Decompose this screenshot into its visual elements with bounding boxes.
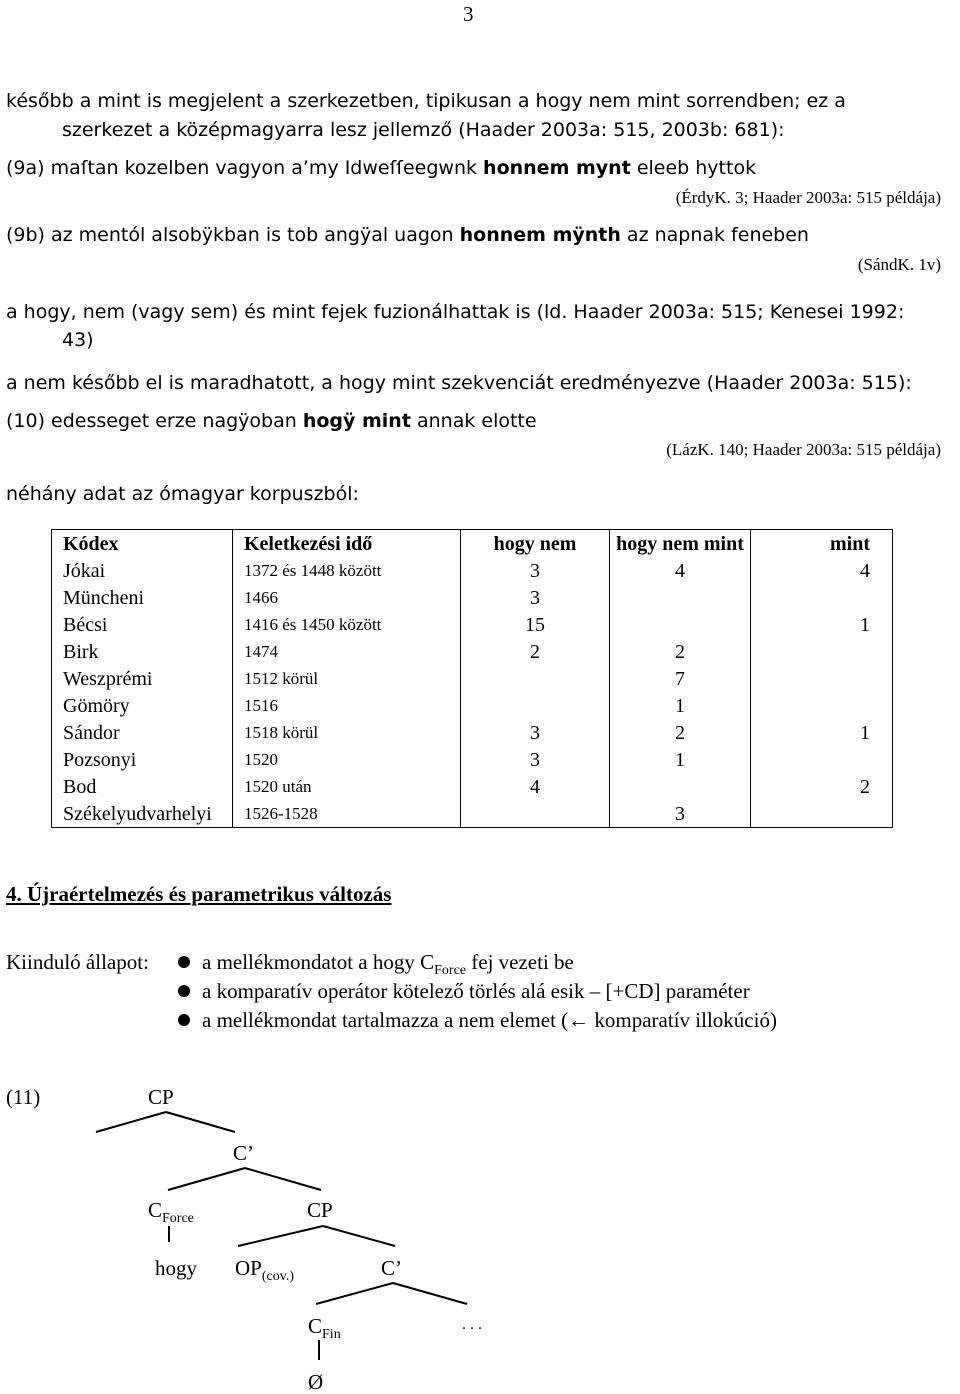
table-cell bbox=[610, 584, 751, 611]
example-label: (11) bbox=[6, 1085, 41, 1109]
bullet-text: a mellékmondatot a hogy C bbox=[202, 950, 435, 974]
bullet-text: fej vezeti be bbox=[466, 950, 574, 974]
table-cell bbox=[751, 692, 893, 719]
table-row bbox=[52, 773, 893, 800]
table-cell: 1526-1528 bbox=[233, 800, 461, 828]
table-cell: 1416 és 1450 között bbox=[233, 611, 461, 638]
table-cell: 1520 után bbox=[233, 773, 461, 800]
subscript: Force bbox=[434, 963, 467, 978]
tree-node-cbar: C’ bbox=[233, 1141, 254, 1165]
example-source: (ÉrdyK. 3; Haader 2003a: 515 példája) bbox=[675, 188, 941, 207]
table-row bbox=[52, 719, 893, 746]
tree-leaf-dots: . . . bbox=[462, 1316, 482, 1333]
table-cell: Bod bbox=[52, 773, 233, 800]
subscript: (cov.) bbox=[261, 1269, 294, 1284]
subscript: Force bbox=[162, 1211, 194, 1226]
table-cell: 3 bbox=[461, 557, 610, 584]
table-row bbox=[52, 557, 893, 584]
table-cell bbox=[751, 800, 893, 828]
tree-node-cp: CP bbox=[307, 1198, 333, 1222]
table-cell: 2 bbox=[461, 638, 610, 665]
subscript: Fin bbox=[322, 1327, 341, 1342]
tree-leaf-hogy: hogy bbox=[155, 1256, 197, 1280]
table-header-cell: hogy nem bbox=[461, 530, 610, 558]
tree-node-cbar: C’ bbox=[381, 1256, 402, 1280]
table-cell: Birk bbox=[52, 638, 233, 665]
table-row bbox=[52, 692, 893, 719]
branch-line bbox=[96, 1112, 166, 1132]
bullet-text: a mellékmondat tartalmazza a nem elemet (← komparatív illokúció) bbox=[202, 1008, 777, 1032]
table-cell: Sándor bbox=[52, 719, 233, 746]
table-cell: 4 bbox=[751, 557, 893, 584]
node-label: C bbox=[148, 1198, 163, 1222]
table-cell: 1372 és 1448 között bbox=[233, 557, 461, 584]
bullet-icon bbox=[178, 1014, 190, 1026]
table-cell: Müncheni bbox=[52, 584, 233, 611]
paragraph-line: szerkezet a középmagyarra lesz jellemző (Haader 2003a: 515, 2003b: 681): bbox=[62, 119, 785, 141]
table-cell: 1474 bbox=[233, 638, 461, 665]
table-cell: Székelyudvarhelyi bbox=[52, 800, 233, 828]
table-cell bbox=[461, 800, 610, 828]
example-9a bbox=[6, 158, 756, 180]
table-cell bbox=[461, 692, 610, 719]
example-bold: hogÿ mint bbox=[302, 410, 411, 432]
table-cell bbox=[610, 773, 751, 800]
table-cell: 3 bbox=[610, 800, 751, 828]
table-cell bbox=[461, 665, 610, 692]
page-number: 3 bbox=[463, 2, 474, 26]
table-row bbox=[52, 665, 893, 692]
branch-line bbox=[316, 1283, 393, 1304]
table-cell: Weszprémi bbox=[52, 665, 233, 692]
example-text: (10) edesseget erze nagÿoban bbox=[6, 410, 303, 432]
example-text: az napnak feneben bbox=[620, 224, 809, 246]
branch-line bbox=[168, 1168, 245, 1190]
paragraph-line: 43) bbox=[62, 329, 94, 351]
paragraph-line: néhány adat az ómagyar korpuszból: bbox=[6, 483, 359, 505]
corpus-table bbox=[51, 529, 893, 828]
tree-leaf-empty: Ø bbox=[308, 1370, 324, 1394]
table-header-cell: hogy nem mint bbox=[610, 530, 751, 558]
table-cell: 2 bbox=[610, 719, 751, 746]
example-text: (9b) az mentól alsobÿkban is tob angÿal uagon bbox=[6, 224, 460, 246]
tree-branches bbox=[0, 1060, 960, 1392]
paragraph-line: később a mint is megjelent a szerkezetben, tipikusan a hogy nem mint sorrendben; ez a bbox=[6, 90, 846, 112]
table-cell: 1512 körül bbox=[233, 665, 461, 692]
example-bold: honnem mÿnth bbox=[459, 224, 621, 246]
table-cell: 1516 bbox=[233, 692, 461, 719]
table-row bbox=[52, 584, 893, 611]
table-cell: 1466 bbox=[233, 584, 461, 611]
table-cell: 1 bbox=[751, 611, 893, 638]
tree-node-cp: CP bbox=[148, 1085, 174, 1109]
example-source: (SándK. 1v) bbox=[857, 255, 941, 274]
table-header-cell: Keletkezési idő bbox=[233, 530, 461, 558]
table-cell bbox=[751, 638, 893, 665]
node-label: OP bbox=[235, 1256, 262, 1280]
example-text: annak elotte bbox=[410, 410, 537, 432]
bullet-icon bbox=[178, 956, 190, 968]
paragraph-line: a nem később el is maradhatott, a hogy mint szekvenciát eredményezve (Haader 2003a: 515): bbox=[6, 372, 912, 394]
example-9b bbox=[6, 225, 809, 247]
table-cell: 3 bbox=[461, 746, 610, 773]
table-cell bbox=[610, 611, 751, 638]
table-cell: 4 bbox=[610, 557, 751, 584]
branch-line bbox=[323, 1226, 395, 1246]
table-cell: 4 bbox=[461, 773, 610, 800]
table-cell: 1 bbox=[610, 692, 751, 719]
table-cell: 2 bbox=[610, 638, 751, 665]
table-cell: 3 bbox=[461, 719, 610, 746]
bullet-item bbox=[178, 950, 574, 978]
table-cell bbox=[751, 584, 893, 611]
branch-line bbox=[393, 1283, 467, 1304]
table-row bbox=[52, 746, 893, 773]
table-cell bbox=[751, 665, 893, 692]
example-10 bbox=[6, 411, 537, 433]
table-cell: 1 bbox=[751, 719, 893, 746]
section-heading: 4. Újraértelmezés és parametrikus változás bbox=[6, 882, 392, 906]
table-row bbox=[52, 638, 893, 665]
table-header-row bbox=[52, 530, 893, 558]
table-cell: 7 bbox=[610, 665, 751, 692]
example-text: (9a) maſtan kozelben vagyon a’my Idweſſeegwnk bbox=[6, 157, 484, 179]
table-header-cell: mint bbox=[751, 530, 893, 558]
paragraph-line: a hogy, nem (vagy sem) és mint fejek fuzionálhattak is (ld. Haader 2003a: 515; Kenesei 1992: bbox=[6, 301, 905, 323]
table-row bbox=[52, 800, 893, 828]
table-cell: Gömöry bbox=[52, 692, 233, 719]
bullet-item bbox=[178, 1008, 777, 1032]
table-cell bbox=[751, 746, 893, 773]
bullet-text: a komparatív operátor kötelező törlés alá esik – [+CD] paraméter bbox=[202, 979, 750, 1003]
table-cell: Bécsi bbox=[52, 611, 233, 638]
table-row bbox=[52, 611, 893, 638]
bullet-icon bbox=[178, 985, 190, 997]
node-label: C bbox=[308, 1314, 323, 1338]
table-cell: 2 bbox=[751, 773, 893, 800]
branch-line bbox=[245, 1168, 321, 1190]
table-cell: 1518 körül bbox=[233, 719, 461, 746]
branch-line bbox=[166, 1112, 235, 1132]
example-text: eleeb hyttok bbox=[630, 157, 757, 179]
table-cell: 1520 bbox=[233, 746, 461, 773]
table-cell: Jókai bbox=[52, 557, 233, 584]
table-header-cell: Kódex bbox=[52, 530, 233, 558]
intro-label: Kiinduló állapot: bbox=[6, 950, 149, 974]
bullet-item bbox=[178, 979, 750, 1003]
example-source: (LázK. 140; Haader 2003a: 515 példája) bbox=[666, 440, 941, 459]
table-cell: 15 bbox=[461, 611, 610, 638]
example-bold: honnem mynt bbox=[483, 157, 631, 179]
table-cell: 1 bbox=[610, 746, 751, 773]
branch-line bbox=[238, 1226, 323, 1246]
table-cell: Pozsonyi bbox=[52, 746, 233, 773]
table-cell: 3 bbox=[461, 584, 610, 611]
